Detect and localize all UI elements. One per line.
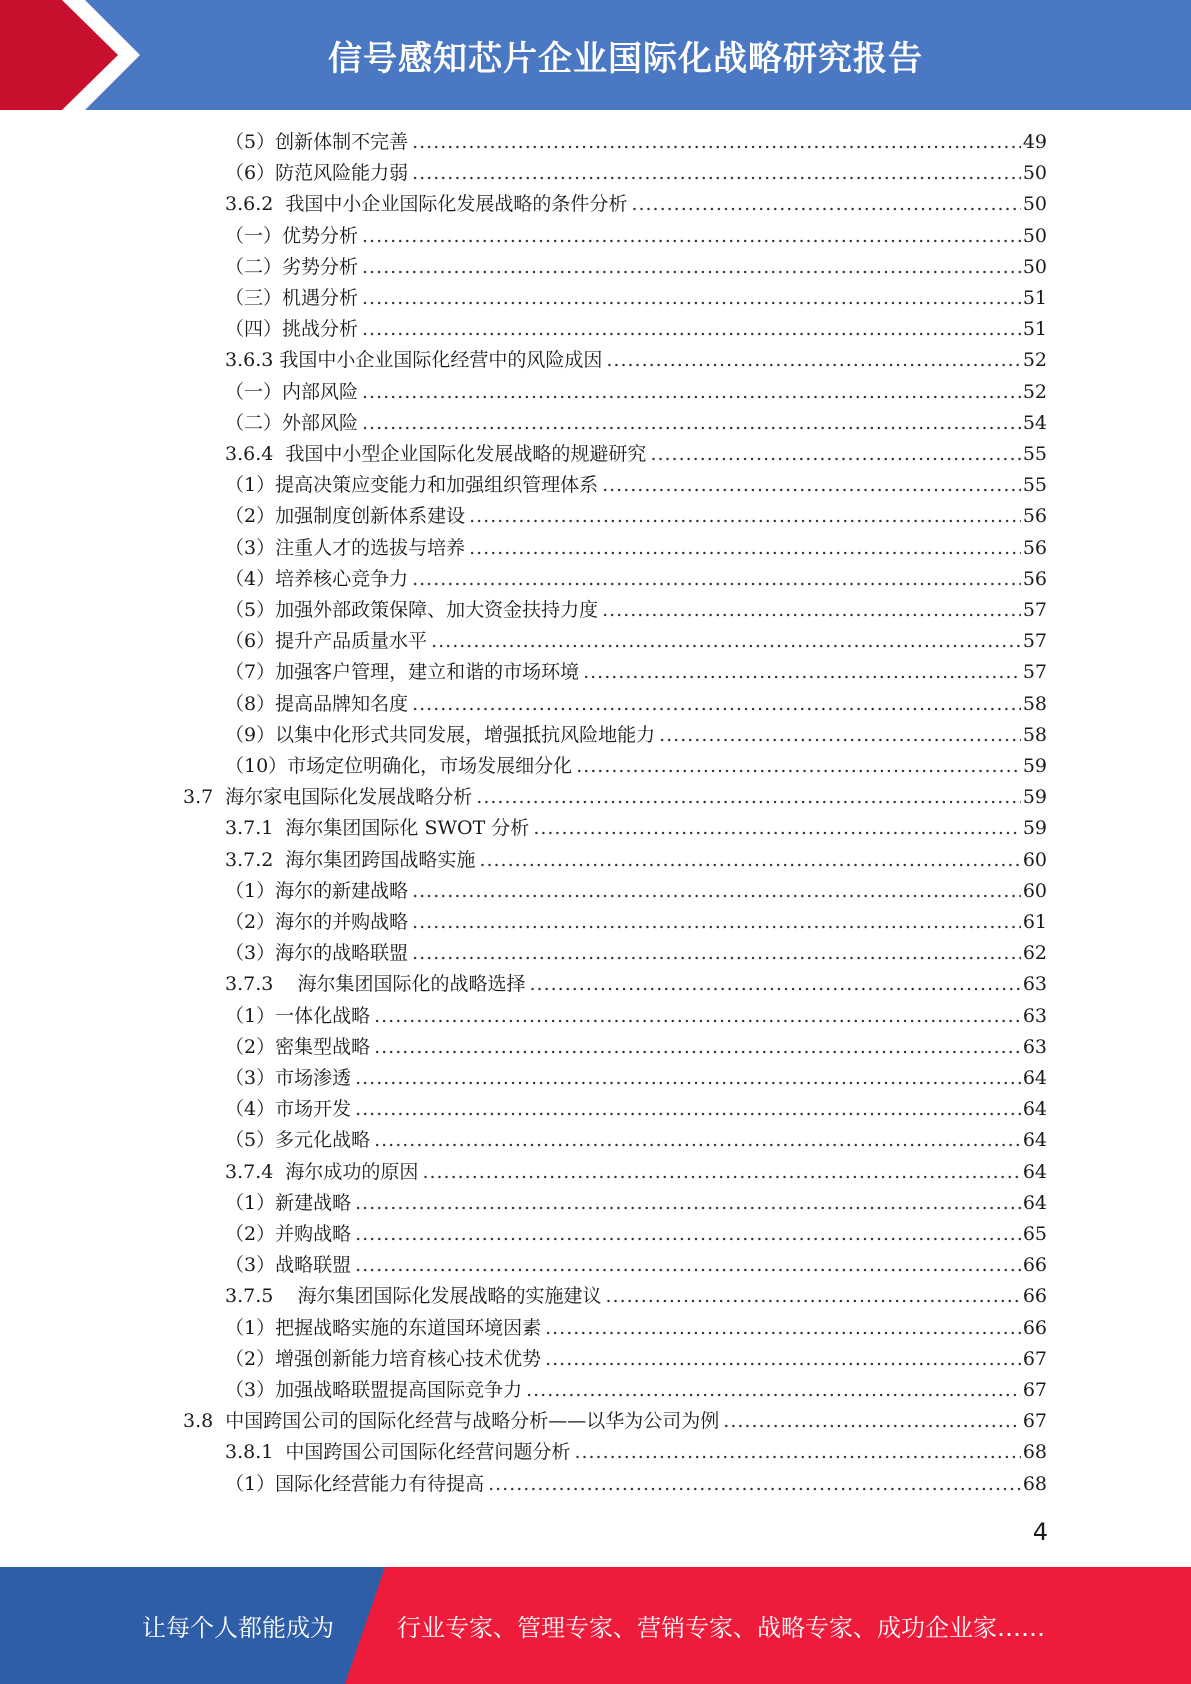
toc-entry-page: 65 xyxy=(1021,1219,1047,1250)
toc-entry[interactable] xyxy=(225,127,1047,158)
toc-entry-page: 59 xyxy=(1021,782,1047,813)
toc-dot-leader xyxy=(602,470,1021,501)
toc-entry-title: （2）加强制度创新体系建设 xyxy=(225,501,469,532)
toc-dot-leader xyxy=(412,876,1021,907)
toc-entry-title: （二）外部风险 xyxy=(225,408,362,439)
toc-entry-page: 50 xyxy=(1021,189,1047,220)
footer-slogan-right: 行业专家、管理专家、营销专家、战略专家、成功企业家…… xyxy=(397,1614,1045,1642)
toc-entry-page: 64 xyxy=(1021,1063,1047,1094)
toc-entry[interactable] xyxy=(225,1250,1047,1281)
toc-entry-title: （5）创新体制不完善 xyxy=(225,127,412,158)
toc-entry-title: 3.7.2 海尔集团跨国战略实施 xyxy=(225,845,479,876)
toc-entry-page: 61 xyxy=(1021,907,1047,938)
toc-entry-title: （3）海尔的战略联盟 xyxy=(225,938,412,969)
toc-entry-page: 67 xyxy=(1021,1344,1047,1375)
toc-entry-title: （3）战略联盟 xyxy=(225,1250,355,1281)
toc-entry-title: （8）提高品牌知名度 xyxy=(225,689,412,720)
toc-entry[interactable] xyxy=(225,345,1047,376)
toc-entry-title: 3.8 中国跨国公司的国际化经营与战略分析——以华为公司为例 xyxy=(183,1406,723,1437)
toc-entry[interactable] xyxy=(225,969,1047,1000)
toc-entry-title: （1）把握战略实施的东道国环境因素 xyxy=(225,1313,545,1344)
toc-entry-page: 55 xyxy=(1021,439,1047,470)
toc-entry-page: 64 xyxy=(1021,1094,1047,1125)
toc-dot-leader xyxy=(412,127,1021,158)
toc-dot-leader xyxy=(606,1281,1021,1312)
toc-dot-leader xyxy=(583,657,1021,688)
toc-dot-leader xyxy=(469,501,1021,532)
toc-dot-leader xyxy=(362,408,1021,439)
toc-entry-title: （一）内部风险 xyxy=(225,377,362,408)
toc-entry-title: （7）加强客户管理，建立和谐的市场环境 xyxy=(225,657,583,688)
toc-entry-title: （1）新建战略 xyxy=(225,1188,355,1219)
toc-dot-leader xyxy=(412,158,1021,189)
toc-entry[interactable] xyxy=(225,876,1047,907)
toc-entry[interactable] xyxy=(225,283,1047,314)
toc-entry[interactable] xyxy=(225,377,1047,408)
toc-dot-leader xyxy=(362,221,1021,252)
toc-dot-leader xyxy=(374,1125,1021,1156)
toc-entry[interactable] xyxy=(225,314,1047,345)
header-band xyxy=(0,0,1191,110)
toc-dot-leader xyxy=(412,938,1021,969)
toc-dot-leader xyxy=(355,1063,1021,1094)
toc-entry-title: 3.7 海尔家电国际化发展战略分析 xyxy=(183,782,476,813)
toc-entry-page: 66 xyxy=(1021,1313,1047,1344)
toc-entry-page: 57 xyxy=(1021,595,1047,626)
toc-entry-page: 50 xyxy=(1021,221,1047,252)
toc-entry-page: 59 xyxy=(1021,813,1047,844)
toc-entry[interactable] xyxy=(225,907,1047,938)
toc-entry-page: 50 xyxy=(1021,252,1047,283)
toc-entry[interactable] xyxy=(225,1469,1047,1500)
toc-dot-leader xyxy=(362,283,1021,314)
toc-entry-title: 3.7.4 海尔成功的原因 xyxy=(225,1157,422,1188)
toc-entry[interactable] xyxy=(225,158,1047,189)
toc-entry-title: （二）劣势分析 xyxy=(225,252,362,283)
toc-entry-title: （1）一体化战略 xyxy=(225,1001,374,1032)
toc-entry[interactable] xyxy=(225,221,1047,252)
toc-entry[interactable] xyxy=(225,1437,1047,1468)
toc-entry-page: 62 xyxy=(1021,938,1047,969)
toc-entry-page: 58 xyxy=(1021,689,1047,720)
toc-entry-page: 68 xyxy=(1021,1437,1047,1468)
toc-entry[interactable] xyxy=(225,813,1047,844)
toc-entry[interactable] xyxy=(225,1032,1047,1063)
toc-entry[interactable] xyxy=(225,1094,1047,1125)
toc-dot-leader xyxy=(374,1001,1021,1032)
toc-entry-page: 63 xyxy=(1021,1032,1047,1063)
toc-entry[interactable] xyxy=(225,689,1047,720)
toc-dot-leader xyxy=(476,782,1021,813)
toc-entry[interactable] xyxy=(225,751,1047,782)
toc-dot-leader xyxy=(488,1469,1021,1500)
page-title: 信号感知芯片企业国际化战略研究报告 xyxy=(328,38,923,79)
toc-entry[interactable] xyxy=(225,564,1047,595)
toc-entry-title: （10）市场定位明确化，市场发展细分化 xyxy=(225,751,576,782)
toc-entry-title: （6）防范风险能力弱 xyxy=(225,158,412,189)
toc-entry-title: （2）海尔的并购战略 xyxy=(225,907,412,938)
toc-dot-leader xyxy=(355,1219,1021,1250)
toc-entry-title: （1）提高决策应变能力和加强组织管理体系 xyxy=(225,470,602,501)
toc-entry-page: 60 xyxy=(1021,845,1047,876)
toc-dot-leader xyxy=(650,439,1020,470)
toc-entry-page: 67 xyxy=(1021,1375,1047,1406)
toc-dot-leader xyxy=(362,377,1021,408)
toc-entry-page: 57 xyxy=(1021,657,1047,688)
toc-entry[interactable] xyxy=(225,720,1047,751)
toc-entry-title: 3.6.4 我国中小型企业国际化发展战略的规避研究 xyxy=(225,439,650,470)
toc-entry-page: 56 xyxy=(1021,564,1047,595)
toc-entry-page: 63 xyxy=(1021,969,1047,1000)
toc-entry-title: （5）多元化战略 xyxy=(225,1125,374,1156)
toc-dot-leader xyxy=(422,1157,1020,1188)
footer-band xyxy=(0,1567,1191,1684)
toc-entry-page: 54 xyxy=(1021,408,1047,439)
toc-dot-leader xyxy=(533,813,1021,844)
toc-entry[interactable] xyxy=(225,1219,1047,1250)
toc-dot-leader xyxy=(602,595,1021,626)
toc-entry-title: 3.8.1 中国跨国公司国际化经营问题分析 xyxy=(225,1437,574,1468)
toc-entry-page: 56 xyxy=(1021,533,1047,564)
toc-entry-title: （一）优势分析 xyxy=(225,221,362,252)
toc-entry[interactable] xyxy=(225,408,1047,439)
page-number: 4 xyxy=(1032,1518,1048,1546)
toc-entry-title: （3）注重人才的选拔与培养 xyxy=(225,533,469,564)
toc-entry-page: 49 xyxy=(1021,127,1047,158)
toc-entry[interactable] xyxy=(225,938,1047,969)
toc-dot-leader xyxy=(545,1313,1021,1344)
toc-dot-leader xyxy=(355,1250,1021,1281)
toc-entry[interactable] xyxy=(225,845,1047,876)
toc-entry[interactable] xyxy=(225,595,1047,626)
toc-entry-title: （4）市场开发 xyxy=(225,1094,355,1125)
toc-dot-leader xyxy=(355,1094,1021,1125)
toc-dot-leader xyxy=(545,1344,1021,1375)
toc-dot-leader xyxy=(412,564,1021,595)
toc-entry-page: 56 xyxy=(1021,501,1047,532)
toc-entry[interactable] xyxy=(225,1157,1047,1188)
toc-dot-leader xyxy=(631,189,1020,220)
toc-dot-leader xyxy=(576,751,1021,782)
toc-dot-leader xyxy=(362,252,1021,283)
toc-entry[interactable] xyxy=(225,1001,1047,1032)
toc-entry-title: （三）机遇分析 xyxy=(225,283,362,314)
toc-dot-leader xyxy=(469,533,1021,564)
toc-entry-page: 52 xyxy=(1021,377,1047,408)
toc-dot-leader xyxy=(574,1437,1020,1468)
toc-entry[interactable] xyxy=(183,1406,1047,1437)
toc-entry[interactable] xyxy=(225,189,1047,220)
toc-entry-page: 52 xyxy=(1021,345,1047,376)
toc-entry[interactable] xyxy=(225,533,1047,564)
toc-entry-page: 59 xyxy=(1021,751,1047,782)
toc-entry-title: （3）市场渗透 xyxy=(225,1063,355,1094)
toc-dot-leader xyxy=(362,314,1021,345)
footer-slogan-left: 让每个人都能成为 xyxy=(142,1614,334,1642)
toc-entry[interactable] xyxy=(225,501,1047,532)
toc-dot-leader xyxy=(659,720,1021,751)
toc-entry-title: （2）并购战略 xyxy=(225,1219,355,1250)
toc-entry-title: （5）加强外部政策保障、加大资金扶持力度 xyxy=(225,595,602,626)
toc-entry-page: 66 xyxy=(1021,1250,1047,1281)
toc-entry-title: （4）培养核心竞争力 xyxy=(225,564,412,595)
toc-entry-page: 63 xyxy=(1021,1001,1047,1032)
toc-entry-title: （3）加强战略联盟提高国际竞争力 xyxy=(225,1375,526,1406)
toc-entry-title: （2）增强创新能力培育核心技术优势 xyxy=(225,1344,545,1375)
toc-entry[interactable] xyxy=(225,1188,1047,1219)
toc-entry-page: 50 xyxy=(1021,158,1047,189)
toc-entry[interactable] xyxy=(225,1313,1047,1344)
toc-entry-title: （四）挑战分析 xyxy=(225,314,362,345)
toc-dot-leader xyxy=(374,1032,1021,1063)
toc-entry-title: （6）提升产品质量水平 xyxy=(225,626,431,657)
toc-dot-leader xyxy=(526,1375,1021,1406)
toc-entry[interactable] xyxy=(183,782,1047,813)
toc-entry[interactable] xyxy=(225,470,1047,501)
toc-entry-title: 3.7.1 海尔集团国际化 SWOT 分析 xyxy=(225,813,533,844)
toc-entry-title: 3.7.3 海尔集团国际化的战略选择 xyxy=(225,969,530,1000)
toc-dot-leader xyxy=(412,907,1021,938)
toc-entry[interactable] xyxy=(225,1063,1047,1094)
toc-entry-page: 64 xyxy=(1021,1125,1047,1156)
toc-entry-page: 51 xyxy=(1021,314,1047,345)
toc-entry-page: 51 xyxy=(1021,283,1047,314)
toc-entry-title: （2）密集型战略 xyxy=(225,1032,374,1063)
toc-entry-title: 3.6.2 我国中小企业国际化发展战略的条件分析 xyxy=(225,189,631,220)
toc-entry[interactable] xyxy=(225,1344,1047,1375)
toc-dot-leader xyxy=(723,1406,1021,1437)
toc-entry[interactable] xyxy=(225,252,1047,283)
toc-dot-leader xyxy=(431,626,1021,657)
toc-entry[interactable] xyxy=(225,1125,1047,1156)
toc-entry-page: 55 xyxy=(1021,470,1047,501)
toc-entry[interactable] xyxy=(225,1375,1047,1406)
toc-dot-leader xyxy=(355,1188,1021,1219)
toc-entry[interactable] xyxy=(225,439,1047,470)
toc-entry[interactable] xyxy=(225,1281,1047,1312)
toc-entry-page: 68 xyxy=(1021,1469,1047,1500)
toc-dot-leader xyxy=(606,345,1020,376)
toc-entry[interactable] xyxy=(225,626,1047,657)
toc-entry-page: 64 xyxy=(1021,1157,1047,1188)
toc-entry-title: （1）国际化经营能力有待提高 xyxy=(225,1469,488,1500)
toc-entry-page: 58 xyxy=(1021,720,1047,751)
toc-entry-title: （9）以集中化形式共同发展，增强抵抗风险地能力 xyxy=(225,720,659,751)
toc-entry-title: （1）海尔的新建战略 xyxy=(225,876,412,907)
toc-entry-title: 3.7.5 海尔集团国际化发展战略的实施建议 xyxy=(225,1281,606,1312)
toc-entry-page: 57 xyxy=(1021,626,1047,657)
toc-dot-leader xyxy=(479,845,1020,876)
toc-entry-page: 67 xyxy=(1021,1406,1047,1437)
toc-entry[interactable] xyxy=(225,657,1047,688)
toc-dot-leader xyxy=(412,689,1021,720)
toc-entry-title: 3.6.3 我国中小企业国际化经营中的风险成因 xyxy=(225,345,606,376)
toc-entry-page: 60 xyxy=(1021,876,1047,907)
toc-entry-page: 64 xyxy=(1021,1188,1047,1219)
toc-dot-leader xyxy=(530,969,1021,1000)
toc-entry-page: 66 xyxy=(1021,1281,1047,1312)
